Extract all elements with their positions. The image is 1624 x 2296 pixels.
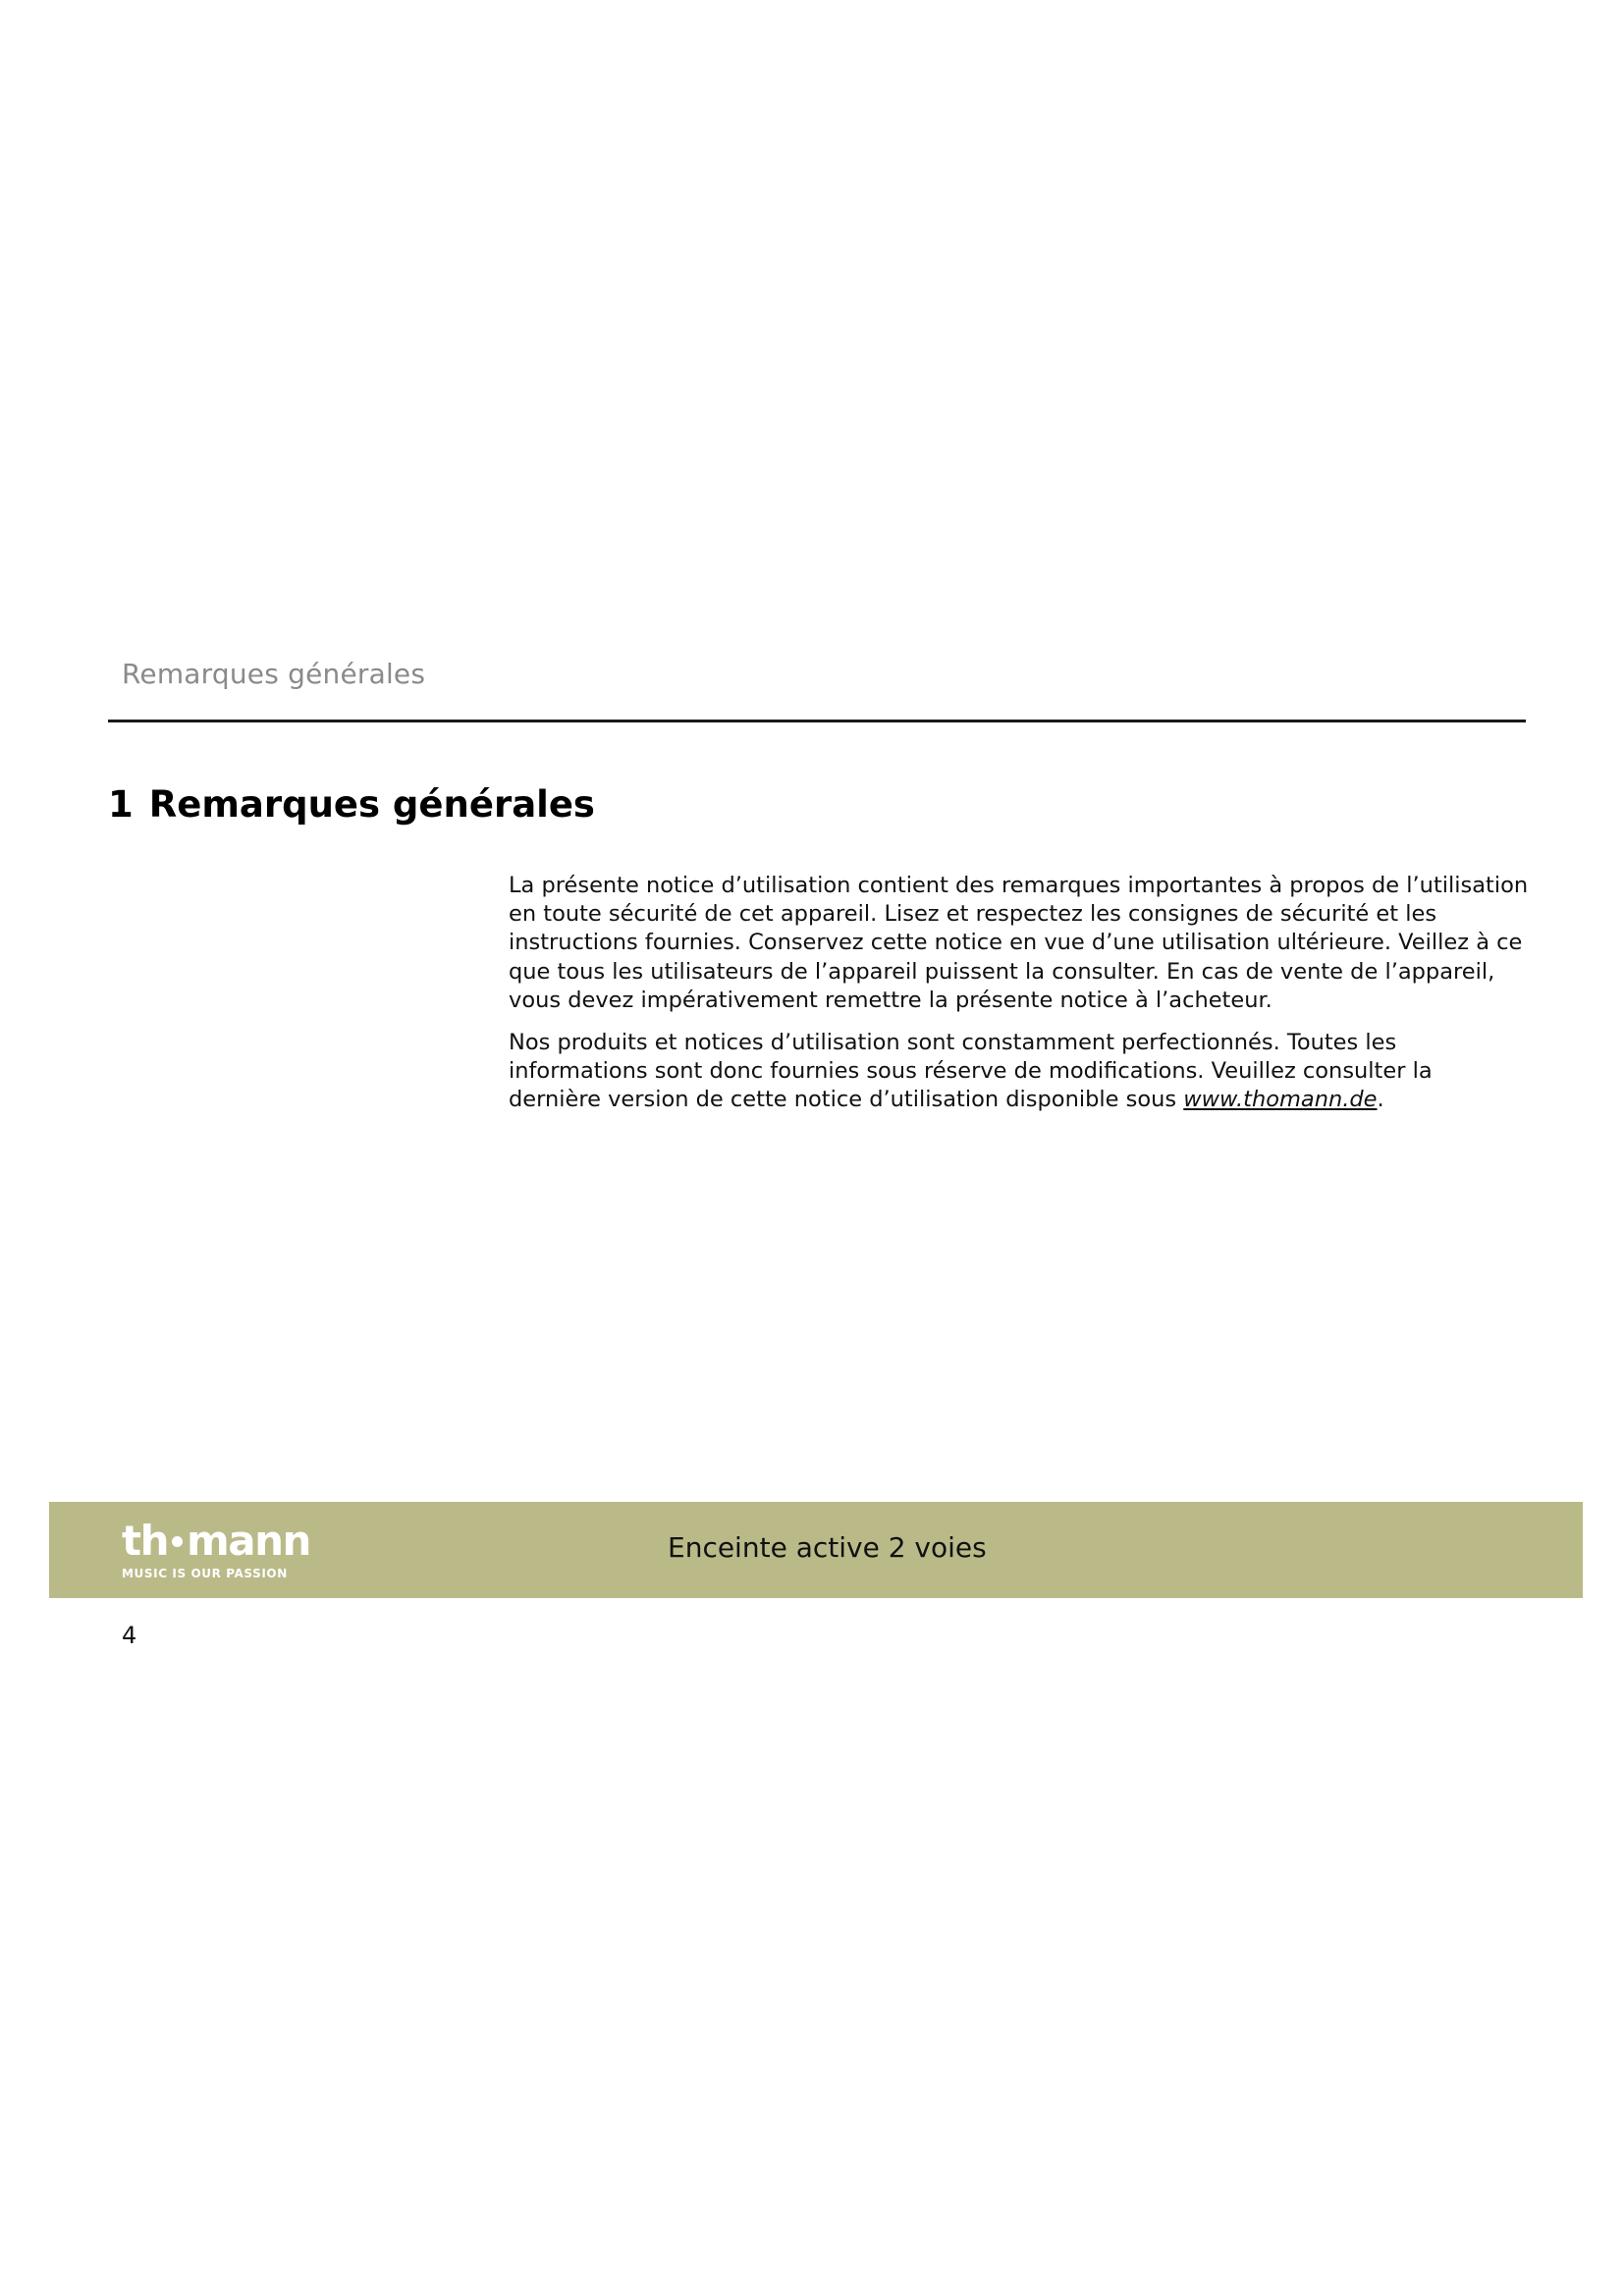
paragraph-updates-text: Nos produits et notices d’utilisation sont constamment perfectionnés. Toutes les informations sont donc fournies sous réserve de modifications. Veuillez consulter la dernière version de cette notice d’utilisation disponible sous	[509, 1030, 1433, 1113]
page-number: 4	[122, 1622, 137, 1649]
section-number: 1	[108, 783, 134, 826]
section-heading	[108, 783, 595, 826]
paragraph-updates-end: .	[1377, 1087, 1384, 1113]
logo-tagline: MUSIC IS OUR PASSION	[122, 1567, 288, 1580]
logo-text-right: mann	[186, 1517, 310, 1565]
running-header: Remarques générales	[122, 658, 426, 690]
thomann-logo	[122, 1517, 310, 1580]
paragraph-intro: La présente notice d’utilisation contient des remarques importantes à propos de l’utilisation en toute sécurité de cet appareil. Lisez et respectez les consignes de sécurité et les instructions fournies. Conservez cette notice en vue d’une utilisation ultérieure. Veillez à ce que tous les utilisateurs de l’appareil puissent la consulter. En cas de vente de l’appareil, vous devez impérativement remettre la présente notice à l’acheteur.	[509, 873, 1529, 1013]
logo-dot-icon	[172, 1536, 183, 1547]
logo-text-left: th	[122, 1517, 168, 1565]
product-name: Enceinte active 2 voies	[668, 1531, 987, 1564]
body-text	[509, 872, 1530, 1129]
thomann-link[interactable]: www.thomann.de	[1183, 1087, 1378, 1113]
header-divider	[108, 720, 1526, 722]
section-title: Remarques générales	[148, 783, 595, 826]
footer-band	[49, 1502, 1583, 1598]
paragraph-updates	[509, 1029, 1530, 1115]
logo-wordmark	[122, 1517, 310, 1565]
